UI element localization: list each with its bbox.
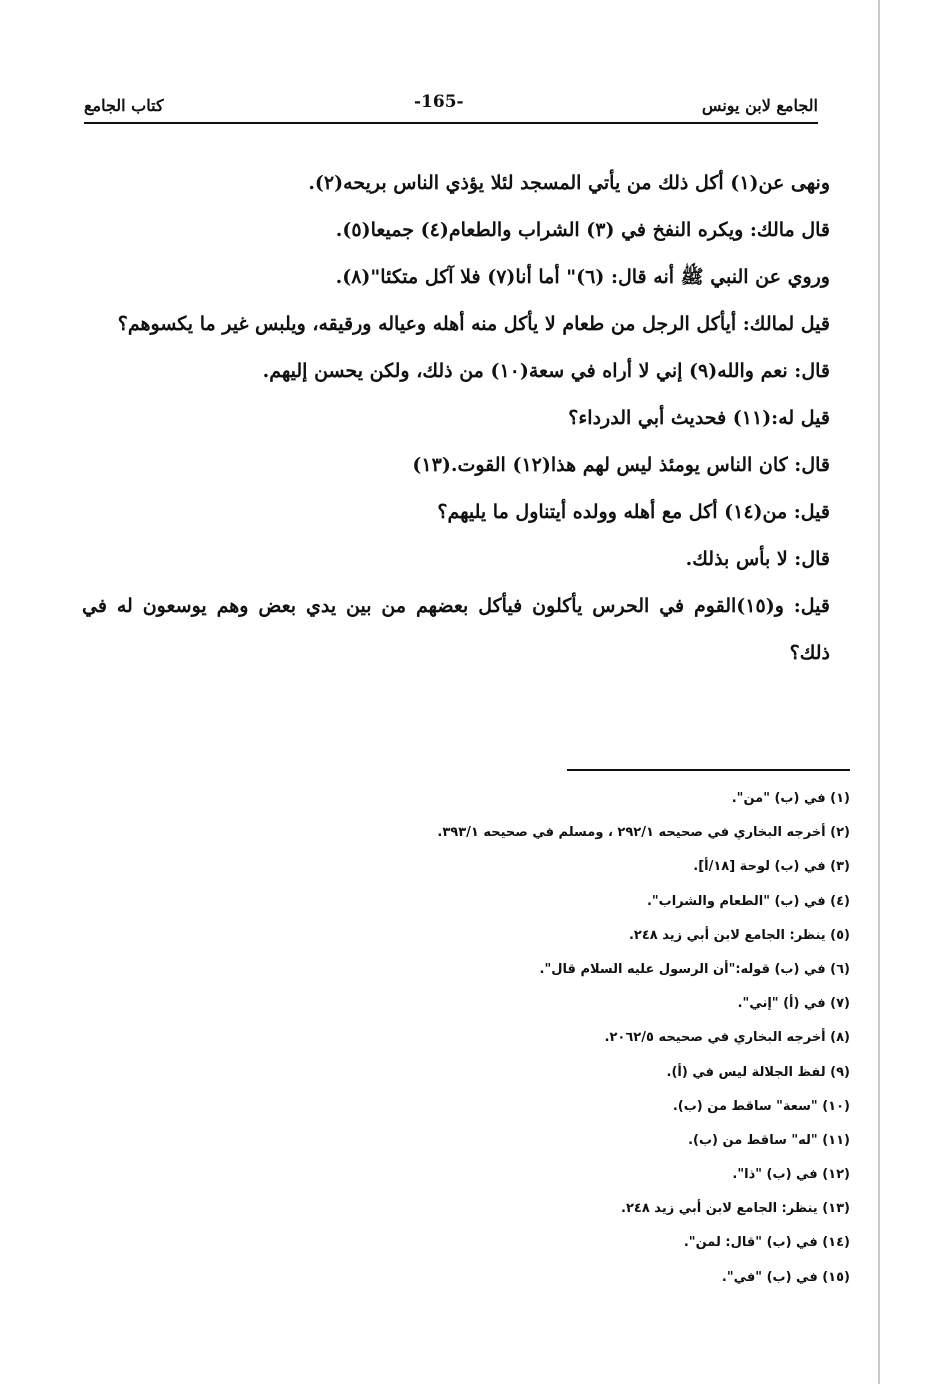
paragraph: قيل لمالك: أيأكل الرجل من طعام لا يأكل منه أهله وعياله ورقيقه، ويلبس غير ما يكسوهم؟: [117, 313, 830, 335]
paragraph: قيل: و(١٥)القوم في الحرس يأكلون فيأكل بعضهم من بين يدي بعض وهم يوسعون له في ذلك؟: [82, 595, 830, 664]
paragraph: قال: لا بأس بذلك.: [685, 548, 830, 570]
footnote: (١٤) في (ب) "قال: لمن".: [683, 1235, 850, 1251]
footnote: (٦) في (ب) قوله:"أن الرسول عليه السلام قال".: [539, 961, 850, 977]
paragraph: قال: نعم والله(٩) إني لا أراه في سعة(١٠) من ذلك، ولكن يحسن إليهم.: [262, 360, 830, 382]
header-chapter-title: كتاب الجامع: [84, 96, 164, 115]
footnote: (٩) لفظ الجلالة ليس في (أ).: [666, 1064, 850, 1080]
footnote: (١٢) في (ب) "ذا".: [732, 1167, 850, 1183]
header-book-title: الجامع لابن يونس: [701, 96, 818, 115]
footnote: (٢) أخرجه البخاري في صحيحه ٢٩٢/١ ، ومسلم في صحيحه ٣٩٣/١.: [437, 825, 850, 841]
footnote: (٨) أخرجه البخاري في صحيحه ٢٠٦٢/٥.: [604, 1030, 850, 1046]
paragraph: قال: كان الناس يومئذ ليس لهم هذا(١٢) القوت.(١٣): [412, 454, 830, 476]
footnote: (١٣) ينظر: الجامع لابن أبي زيد ٢٤٨.: [621, 1201, 850, 1217]
footnote: (٥) ينظر: الجامع لابن أبي زيد ٢٤٨.: [628, 927, 850, 943]
paragraph: وروي عن النبي ﷺ أنه قال: (٦)" أما أنا(٧) فلا آكل متكئا"(٨).: [335, 266, 830, 288]
footnotes: [300, 786, 850, 1299]
footnote-separator: [567, 769, 850, 771]
paragraph: قيل: من(١٤) أكل مع أهله وولده أيتناول ما يليهم؟: [437, 501, 830, 523]
footnote: (١٥) في (ب) "في".: [721, 1269, 850, 1285]
paragraph: ونهى عن(١) أكل ذلك من يأتي المسجد لئلا يؤذي الناس بريحه(٢).: [308, 172, 830, 194]
footnote: (٧) في (أ) "إني".: [737, 996, 850, 1012]
footnote: (٣) في (ب) لوحة [١٨/أ].: [693, 859, 850, 875]
footnote: (١) في (ب) "من".: [731, 791, 850, 806]
footnote: (١١) "له" ساقط من (ب).: [688, 1132, 850, 1148]
footnote: (٤) في (ب) "الطعام والشراب".: [646, 893, 850, 909]
main-text: [82, 160, 830, 677]
header-rule: [84, 122, 818, 124]
paragraph: قيل له:(١١) فحديث أبي الدرداء؟: [568, 407, 830, 429]
page-header: [84, 92, 818, 124]
page-number: -165-: [414, 92, 464, 112]
paragraph: قال مالك: ويكره النفخ في (٣) الشراب والطعام(٤) جميعا(٥).: [335, 219, 830, 241]
footnote: (١٠) "سعة" ساقط من (ب).: [672, 1098, 850, 1114]
